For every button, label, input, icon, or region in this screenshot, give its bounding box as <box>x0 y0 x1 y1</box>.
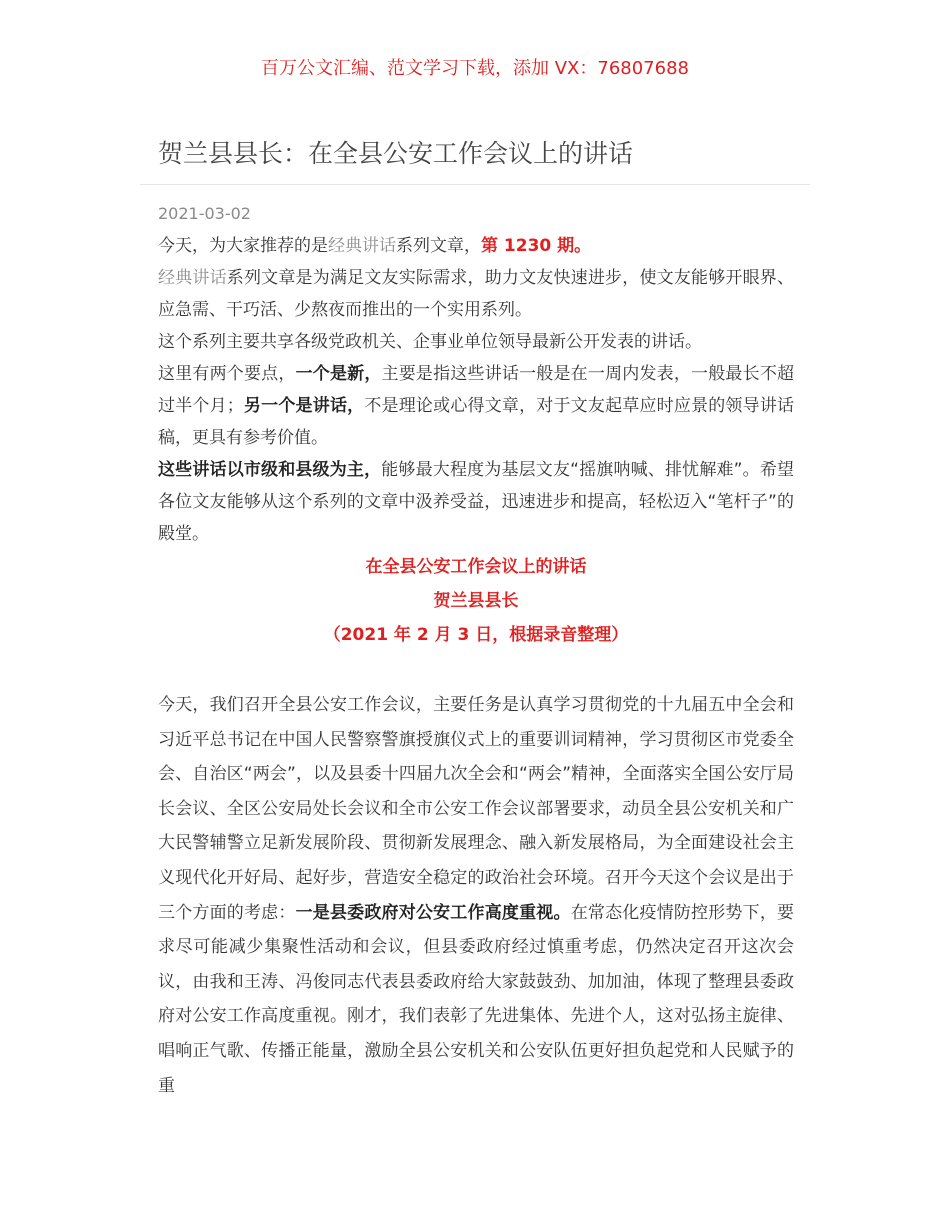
intro-paragraph-4 <box>158 358 794 454</box>
issue-number: 第 1230 期。 <box>481 236 592 256</box>
intro-text: 主要是指这些讲话一般是在一周内发表，一般最长不超过半个月； <box>158 364 795 416</box>
intro-paragraph-3: 这个系列主要共享各级党政机关、企事业单位领导最新公开发表的讲话。 <box>158 332 702 352</box>
intro-paragraph-5 <box>158 454 794 550</box>
promo-banner: 百万公文汇编、范文学习下载，添加 VX：76807688 <box>261 58 689 79</box>
body-text: 今天，我们召开全县公安工作会议，主要任务是认真学习贯彻党的十九届五中全会和习近平总书记在中国人民警察警旗授旗仪式上的重要训词精神，学习贯彻区市党委全会、自治区“两会”，以及县委十四届九次全会和“两会”精神，全面落实全国公安厅局长会议、全区公安局处长会议和全市公安工作会议部署要求，动员全县公安机关和广大民警辅警立足新发展阶段、贯彻新发展理念、融入新发展格局，为全面建设社会主义现代化开好局、起好步，营造安全稳定的政治社会环境。召开今天这个会议是出于三个方面的考虑： <box>158 695 794 923</box>
intro-text: 能够最大程度为基层文友“摇旗呐喊、排忧解难”。希望各位文友能够从这个系列的文章中汲养受益，迅速进步和提高，轻松迈入“笔杆子”的殿堂。 <box>158 460 794 544</box>
intro-text: 今天，为大家推荐的是 <box>158 236 328 256</box>
intro-text: 不是理论或心得文章，对于文友起草应时应景的领导讲话稿，更具有参考价值。 <box>158 396 795 448</box>
speech-note: （2021 年 2 月 3 日，根据录音整理） <box>323 625 629 645</box>
series-name: 经典讲话 <box>328 236 396 256</box>
body-emphasis: 一是县委政府对公安工作高度重视。 <box>295 902 571 923</box>
body-text: 在常态化疫情防控形势下，要求尽可能减少集聚性活动和会议，但县委政府经过慎重考虑，仍然决定召开这次会议，由我和王涛、冯俊同志代表县委政府给大家鼓鼓劲、加加油，体现了整理县委政府对公安工作高度重视。刚才，我们表彰了先进集体、先进个人，这对弘扬主旋律、唱响正气歌、传播正能量，激励全县公安机关和公安队伍更好担负起党和人民赋予的重 <box>158 902 795 1096</box>
intro-section <box>158 230 794 550</box>
key-point-3: 这些讲话以市级和县级为主， <box>158 460 382 480</box>
article-date: 2021-03-02 <box>158 204 251 223</box>
intro-text: 系列文章， <box>396 236 481 256</box>
speech-heading <box>158 550 794 652</box>
series-name: 经典讲话 <box>158 268 227 288</box>
speech-speaker: 贺兰县县长 <box>433 591 519 611</box>
article-title: 贺兰县县长：在全县公安工作会议上的讲话 <box>158 139 634 168</box>
speech-title: 在全县公安工作会议上的讲话 <box>365 557 587 577</box>
intro-paragraph-2 <box>158 262 794 326</box>
speech-body <box>158 688 794 1103</box>
key-point-1: 一个是新， <box>295 364 382 384</box>
intro-text: 这里有两个要点， <box>158 364 296 384</box>
title-divider <box>140 184 810 185</box>
intro-paragraph-1 <box>158 230 794 262</box>
body-paragraph <box>158 688 794 1103</box>
key-point-2: 另一个是讲话， <box>243 396 365 416</box>
intro-text: 系列文章是为满足文友实际需求，助力文友快速进步，使文友能够开眼界、应急需、干巧活、少熬夜而推出的一个实用系列。 <box>158 268 795 320</box>
